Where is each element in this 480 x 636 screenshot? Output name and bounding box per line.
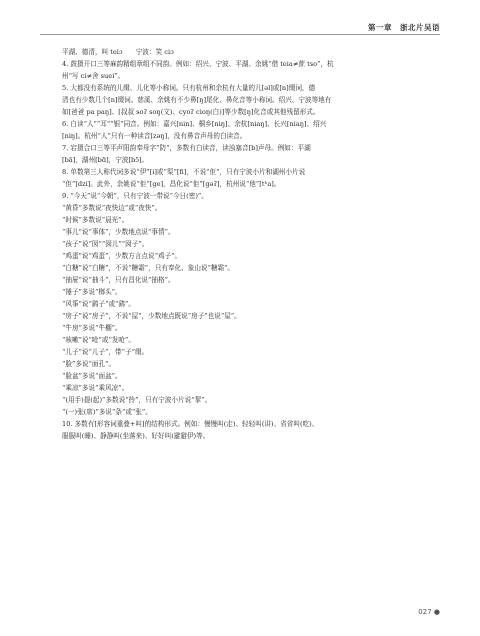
- text-line: 清也有少数几个[n]缀词。慈溪、余姚有不少鼻[ŋ]尾化、鼻化音等小称词。绍兴、宁波等地有: [62, 96, 332, 104]
- text-line: 州“写 ci≠舍 suei”。: [62, 72, 125, 80]
- text-line: 5. 大都没有系统的儿缀、儿化等小称词。只有杭州和余杭有大量的儿[əl]或[n]缀词，德: [62, 84, 316, 92]
- header-divider: [40, 34, 440, 35]
- text-line: “(用手)提(起)”多数说“拎”，只有宁波小片说“挈”。: [62, 396, 212, 404]
- text-line: “咳嗽”说“呛”或“发呛”。: [62, 336, 135, 344]
- text-line: 10. 多数有[形容词重叠+叫]的结构形式。例如：慢慢叫(走)、轻轻叫(讲)、省省叫(吃)、: [62, 420, 319, 428]
- text-line: 7. 宕摄合口三等平声阳韵奉母字“防”，多数有白读音，读浊塞音[b]声母。例如：平湖: [62, 144, 311, 152]
- text-line: [niŋ]。杭州“人”只有一种读音[zəŋ]，没有鼻音声母的白读音。: [62, 132, 247, 140]
- text-line: “脸盆”多说“面盆”。: [62, 372, 122, 380]
- text-line: “鸡蛋”说“鸡蛋”，少数方言点说“鸡子”。: [62, 252, 182, 260]
- text-line: 6. 白读“人”“耳”“银”同音。例如：嘉兴[nin]、桐乡[niŋ]、余杭[niaŋ]、长兴[niaŋ]、绍兴: [62, 120, 327, 128]
- text-line: 4. 鼓摄开口三等麻韵精组章组不同韵。例如：绍兴、宁波、平湖、余姚“借 teia≠蔗 tso”，杭: [62, 60, 334, 68]
- text-line: [bã]，湖州[bɑ̃]，宁波[bɔ̃]。: [62, 156, 149, 164]
- text-line: “脸”多说“面孔”。: [62, 360, 116, 368]
- text-line: “锤子”多说“榔头”。: [62, 288, 122, 296]
- text-line: 9. “今天”说“今朝”，只有宁波一带说“今日(密)”。: [62, 192, 208, 200]
- text-line: “房子”说“房子”，不说“屋”，少数地点既说“房子”也说“屋”。: [62, 312, 241, 320]
- text-line: “儿子”说“儿子”，带“子”缀。: [62, 348, 149, 356]
- text-line: 8. 单数第三人称代词多说“伊”[i]或“渠”[fi]，不说“佢”，只有宁波小片和湖州小片说: [62, 168, 306, 176]
- page-number: 027 ●: [418, 608, 440, 616]
- text-line: “风筝”说“鹞子”或“鹞”。: [62, 300, 135, 308]
- text-line: 服服叫(睡)、静静叫(坐落来)、好好叫(避避伊)等。: [62, 432, 210, 440]
- text-line: “乘凉”多说“乘风凉”。: [62, 384, 129, 392]
- text-line: “黄昏”多数说“夜快边”或“夜快”。: [62, 204, 162, 212]
- text-line: “佢”[dzi]。此外，余姚说“佢”[ge]，昌化说“佢”[gəʔ]，杭州说“他”[tʰa]。: [62, 180, 281, 188]
- text-line: “(一)张(席)”多说“条”或“张”。: [62, 408, 152, 416]
- body-text: [62, 46, 428, 442]
- text-line: “孩子”说“囡”“囡儿”“囡子”。: [62, 240, 149, 248]
- text-line: “时候”多数说“晨光”。: [62, 216, 129, 224]
- text-line: “抽屉”说“抽斗”，只有昌化说“抽格”。: [62, 276, 175, 284]
- text-line: “牛房”多说“牛棚”。: [62, 324, 122, 332]
- text-line: “事儿”说“事体”，少数地点说“事情”。: [62, 228, 175, 236]
- text-line: 平湖、德清，叫 teiɔ 宁波：笑 ciɔ: [62, 48, 174, 56]
- text-line: “白糖”说“白糖”，不说“糖霜”，只有奉化、象山说“糖霜”。: [62, 264, 235, 272]
- chapter-header: 第一章 浙北片吴语: [368, 23, 440, 32]
- text-line: 如[爸爸 pa paŋ]、[叔叔 soʔ soŋ(文)、cyoʔ cioŋ(白)]等少数[ŋ]化音或其他残留形式。: [62, 108, 320, 116]
